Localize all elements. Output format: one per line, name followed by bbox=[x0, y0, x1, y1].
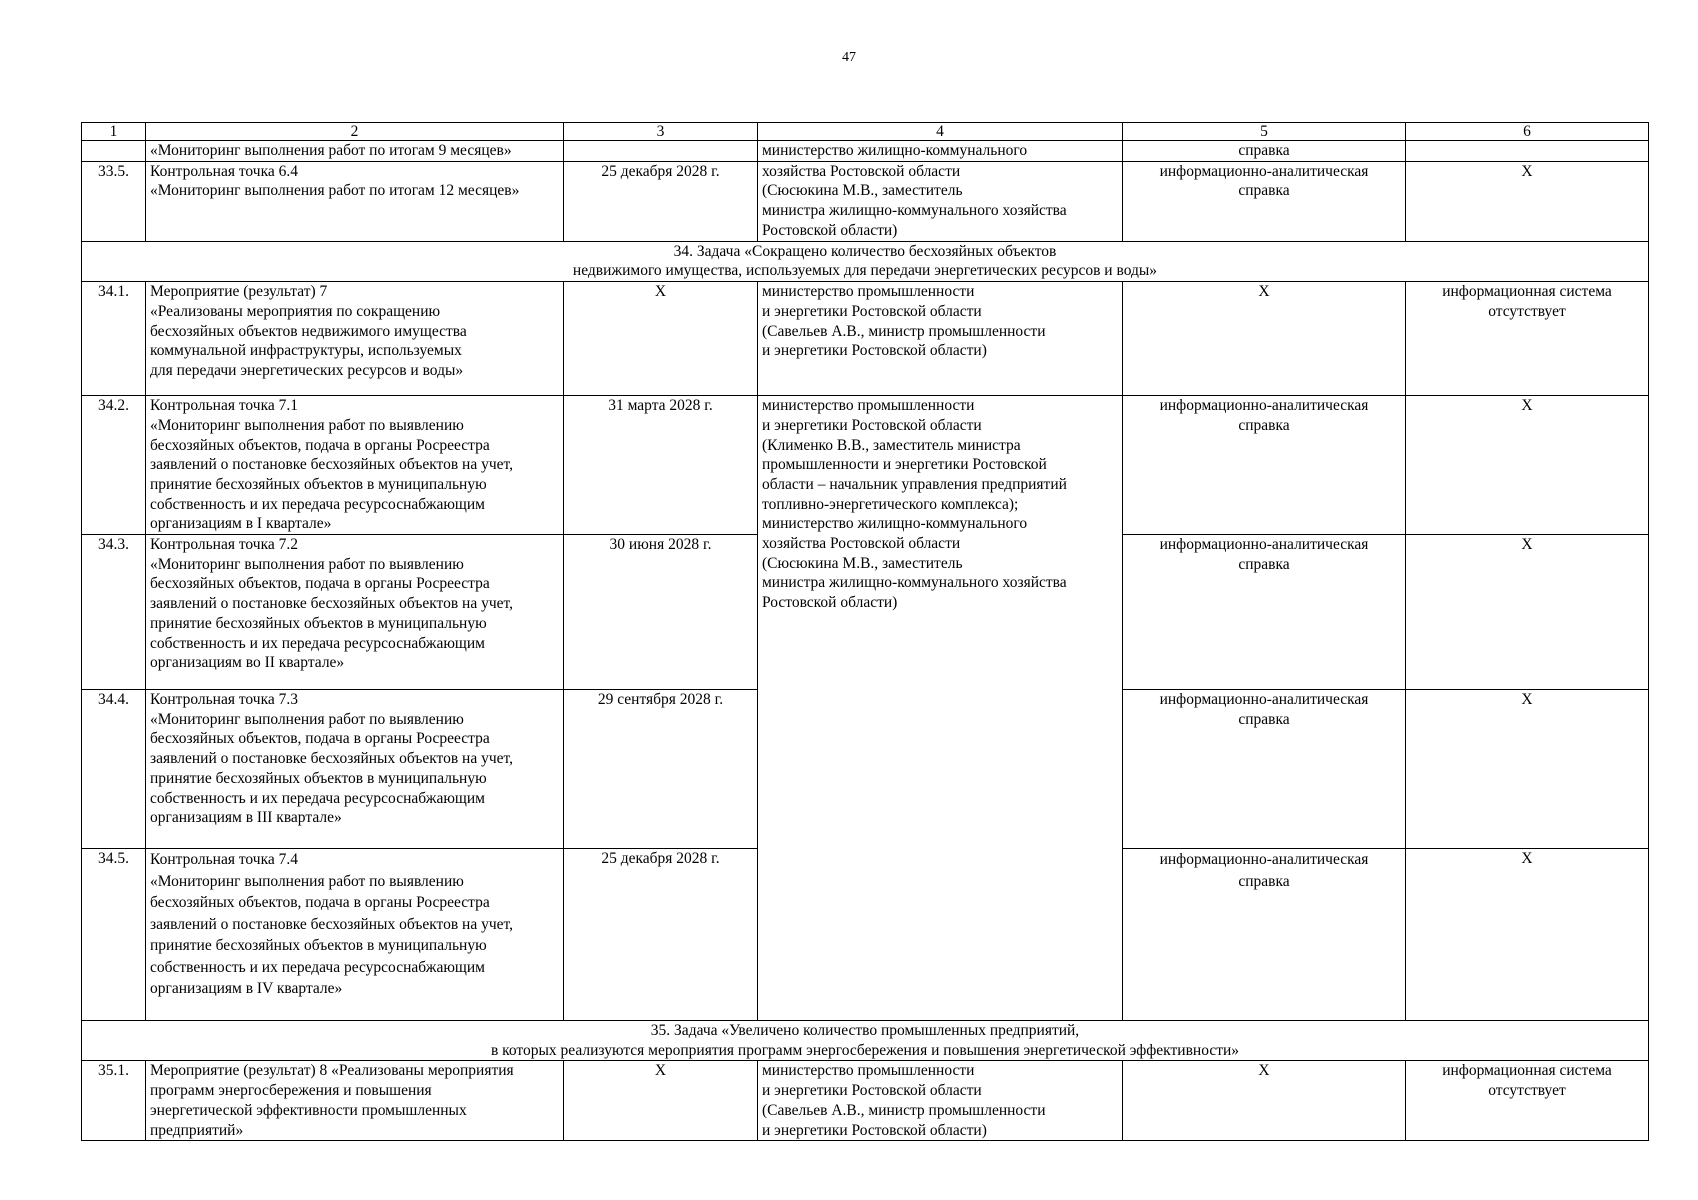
row-system bbox=[1406, 141, 1649, 162]
row-responsible: министерство жилищно-коммунального bbox=[758, 141, 1123, 162]
row-system: информационная система отсутствует bbox=[1406, 1061, 1649, 1141]
row-date: 30 июня 2028 г. bbox=[564, 535, 758, 690]
row-responsible: хозяйства Ростовской области (Сюсюкина М.В., заместитель министра жилищно-коммунального хозяйства Ростовской области) bbox=[758, 161, 1123, 241]
plan-table bbox=[81, 122, 1649, 1141]
task-heading: 34. Задача «Сокращено количество бесхозяйных объектов недвижимого имущества, используемых для передачи энергетических ресурсов и воды» bbox=[82, 241, 1649, 281]
table-row bbox=[82, 141, 1649, 162]
column-number-3: 3 bbox=[564, 123, 758, 141]
merged-responsible-cell: министерство промышленности и энергетики Ростовской области (Клименко В.В., заместитель министра промышленности и энергетики Ростовской области – начальник управления предприятий топливно-энергетического комплекса); министерство жилищно-коммунального хозяйства Ростовской области (Сюсюкина М.В., заместитель министра жилищно-коммунального хозяйства Ростовской области) bbox=[758, 396, 1123, 1021]
row-name: Контрольная точка 7.1 «Мониторинг выполнения работ по выявлению бесхозяйных объектов, подача в органы Росреестра заявлений о постановке бесхозяйных объектов на учет, принятие бесхозяйных объектов в муниципальную собственность и их передача ресурсоснабжающим организациям в I квартале» bbox=[146, 396, 564, 535]
table-row bbox=[82, 396, 1649, 535]
row-name: «Мониторинг выполнения работ по итогам 9 месяцев» bbox=[146, 141, 564, 162]
row-responsible: министерство промышленности и энергетики Ростовской области (Савельев А.В., министр промышленности и энергетики Ростовской области) bbox=[758, 1061, 1123, 1141]
row-number: 34.5. bbox=[82, 849, 146, 1021]
table-row bbox=[82, 282, 1649, 396]
column-number-4: 4 bbox=[758, 123, 1123, 141]
row-document: информационно-аналитическая справка bbox=[1123, 396, 1406, 535]
row-name: Контрольная точка 7.2 «Мониторинг выполнения работ по выявлению бесхозяйных объектов, подача в органы Росреестра заявлений о постановке бесхозяйных объектов на учет, принятие бесхозяйных объектов в муниципальную собственность и их передача ресурсоснабжающим организациям во II квартале» bbox=[146, 535, 564, 690]
row-system: Х bbox=[1406, 690, 1649, 849]
row-document: информационно-аналитическая справка bbox=[1123, 690, 1406, 849]
row-date: 29 сентября 2028 г. bbox=[564, 690, 758, 849]
row-date: 31 марта 2028 г. bbox=[564, 396, 758, 535]
row-name: Мероприятие (результат) 8 «Реализованы мероприятия программ энергосбережения и повышения энергетической эффективности промышленных предприятий» bbox=[146, 1061, 564, 1141]
row-system: Х bbox=[1406, 535, 1649, 690]
column-number-5: 5 bbox=[1123, 123, 1406, 141]
row-number: 35.1. bbox=[82, 1061, 146, 1141]
column-number-6: 6 bbox=[1406, 123, 1649, 141]
task-row-34 bbox=[82, 241, 1649, 281]
row-responsible: министерство промышленности и энергетики Ростовской области (Савельев А.В., министр промышленности и энергетики Ростовской области) bbox=[758, 282, 1123, 396]
row-name: Контрольная точка 7.3 «Мониторинг выполнения работ по выявлению бесхозяйных объектов, подача в органы Росреестра заявлений о постановке бесхозяйных объектов на учет, принятие бесхозяйных объектов в муниципальную собственность и их передача ресурсоснабжающим организациям в III квартале» bbox=[146, 690, 564, 849]
task-heading: 35. Задача «Увеличено количество промышленных предприятий, в которых реализуются мероприятия программ энергосбережения и повышения энергетической эффективности» bbox=[82, 1021, 1649, 1061]
row-document: информационно-аналитическая справка bbox=[1123, 161, 1406, 241]
row-name: Контрольная точка 6.4 «Мониторинг выполнения работ по итогам 12 месяцев» bbox=[146, 161, 564, 241]
row-document: информационно-аналитическая справка bbox=[1123, 849, 1406, 1021]
table-row bbox=[82, 1061, 1649, 1141]
row-document: информационно-аналитическая справка bbox=[1123, 535, 1406, 690]
row-date: 25 декабря 2028 г. bbox=[564, 161, 758, 241]
row-number: 33.5. bbox=[82, 161, 146, 241]
row-document: справка bbox=[1123, 141, 1406, 162]
row-date: 25 декабря 2028 г. bbox=[564, 849, 758, 1021]
row-system: информационная система отсутствует bbox=[1406, 282, 1649, 396]
row-number bbox=[82, 141, 146, 162]
header-row bbox=[82, 123, 1649, 141]
row-date: Х bbox=[564, 1061, 758, 1141]
row-date: Х bbox=[564, 282, 758, 396]
row-number: 34.3. bbox=[82, 535, 146, 690]
row-number: 34.1. bbox=[82, 282, 146, 396]
table-row bbox=[82, 161, 1649, 241]
row-date bbox=[564, 141, 758, 162]
row-name: Контрольная точка 7.4 «Мониторинг выполнения работ по выявлению бесхозяйных объектов, подача в органы Росреестра заявлений о постановке бесхозяйных объектов на учет, принятие бесхозяйных объектов в муниципальную собственность и их передача ресурсоснабжающим организациям в IV квартале» bbox=[146, 849, 564, 1021]
row-document: Х bbox=[1123, 1061, 1406, 1141]
task-row-35 bbox=[82, 1021, 1649, 1061]
row-system: Х bbox=[1406, 849, 1649, 1021]
row-number: 34.4. bbox=[82, 690, 146, 849]
page-number: 47 bbox=[842, 50, 856, 65]
row-name: Мероприятие (результат) 7 «Реализованы мероприятия по сокращению бесхозяйных объектов недвижимого имущества коммунальной инфраструктуры, используемых для передачи энергетических ресурсов и воды» bbox=[146, 282, 564, 396]
row-document: Х bbox=[1123, 282, 1406, 396]
column-number-2: 2 bbox=[146, 123, 564, 141]
column-number-1: 1 bbox=[82, 123, 146, 141]
row-system: Х bbox=[1406, 396, 1649, 535]
row-number: 34.2. bbox=[82, 396, 146, 535]
row-system: Х bbox=[1406, 161, 1649, 241]
